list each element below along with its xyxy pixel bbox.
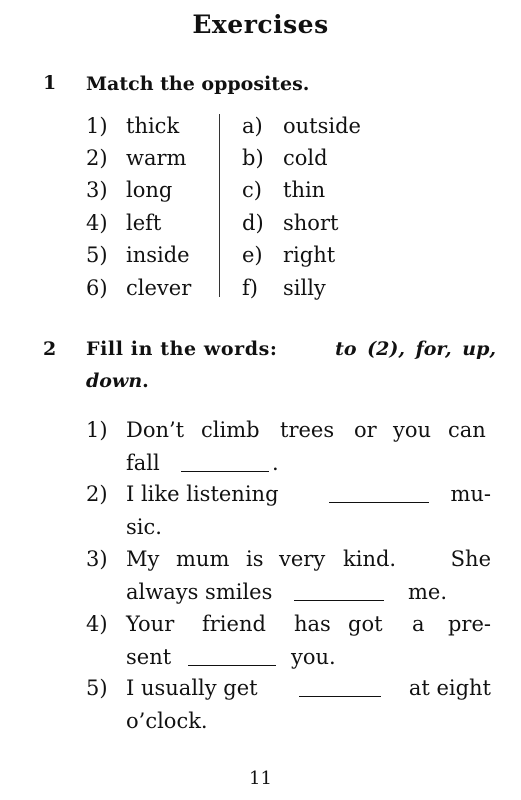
match-left-item bbox=[86, 239, 190, 271]
item-letter: f) bbox=[242, 276, 258, 300]
word: got bbox=[348, 612, 383, 636]
item-letter: d) bbox=[242, 211, 264, 235]
item-word: warm bbox=[126, 146, 187, 170]
item-number: 3) bbox=[86, 547, 108, 571]
item-letter: a) bbox=[242, 114, 263, 138]
item-number: 2) bbox=[86, 482, 108, 506]
text: I like listening bbox=[126, 482, 279, 506]
word: mum bbox=[176, 547, 230, 571]
page-title: Exercises bbox=[192, 10, 329, 39]
word: climb bbox=[201, 418, 260, 442]
match-right-item bbox=[242, 239, 336, 271]
match-right-item bbox=[242, 142, 328, 174]
word: My bbox=[126, 547, 160, 571]
word: is bbox=[246, 547, 264, 571]
item-word: left bbox=[126, 211, 162, 235]
exercise-1-instruction: Match the opposites. bbox=[86, 73, 310, 95]
page-number: 11 bbox=[249, 768, 272, 789]
word: very bbox=[279, 547, 326, 571]
punctuation: . bbox=[272, 451, 279, 475]
text: me. bbox=[408, 580, 448, 604]
instruction-words-cont: down bbox=[86, 370, 143, 392]
word: has bbox=[294, 612, 331, 636]
text: always smiles bbox=[126, 580, 273, 604]
item-letter: b) bbox=[242, 146, 264, 170]
word: kind. bbox=[343, 547, 397, 571]
item-word: silly bbox=[283, 276, 326, 300]
exercise-1-number: 1 bbox=[43, 72, 57, 94]
answer-blank[interactable] bbox=[299, 696, 381, 697]
match-left-item bbox=[86, 142, 187, 174]
text: mu- bbox=[450, 482, 491, 506]
item-number: 5) bbox=[86, 676, 108, 700]
column-divider bbox=[219, 114, 220, 297]
match-left-item bbox=[86, 110, 180, 142]
item-number: 4) bbox=[86, 211, 108, 235]
item-number: 3) bbox=[86, 178, 108, 202]
item-letter: c) bbox=[242, 178, 262, 202]
instruction-words: to (2), for, up, bbox=[335, 338, 496, 360]
text: I usually get bbox=[126, 676, 258, 700]
word: fall bbox=[126, 451, 160, 475]
answer-blank[interactable] bbox=[294, 600, 384, 601]
word: you bbox=[393, 418, 432, 442]
word: or bbox=[354, 418, 377, 442]
item-number: 2) bbox=[86, 146, 108, 170]
answer-blank[interactable] bbox=[329, 502, 429, 503]
instruction-lead: Fill in the words: bbox=[86, 338, 278, 360]
text: sic. bbox=[126, 515, 162, 539]
item-word: outside bbox=[283, 114, 361, 138]
match-right-item bbox=[242, 207, 339, 239]
word: friend bbox=[202, 612, 266, 636]
text: o’clock. bbox=[126, 709, 208, 733]
item-word: clever bbox=[126, 276, 192, 300]
text: at eight bbox=[408, 676, 491, 700]
match-left-item bbox=[86, 174, 173, 206]
exercise-2-number: 2 bbox=[43, 338, 57, 360]
word: pre- bbox=[447, 612, 491, 636]
instruction-end: . bbox=[142, 370, 149, 392]
item-word: short bbox=[283, 211, 339, 235]
answer-blank[interactable] bbox=[188, 665, 276, 666]
word: Your bbox=[126, 612, 175, 636]
word: She bbox=[450, 547, 491, 571]
text: you. bbox=[291, 645, 336, 669]
word: Don’t bbox=[126, 418, 185, 442]
answer-blank[interactable] bbox=[181, 471, 269, 472]
item-number: 5) bbox=[86, 243, 108, 267]
item-word: cold bbox=[283, 146, 328, 170]
item-number: 6) bbox=[86, 276, 108, 300]
word: a bbox=[412, 612, 425, 636]
item-word: right bbox=[283, 243, 336, 267]
item-letter: e) bbox=[242, 243, 263, 267]
exercise-2-instruction bbox=[86, 333, 496, 397]
item-word: long bbox=[126, 178, 173, 202]
match-right-item bbox=[242, 174, 326, 206]
match-right-item bbox=[242, 272, 326, 304]
word: can bbox=[448, 418, 486, 442]
match-left-item bbox=[86, 207, 162, 239]
item-number: 1) bbox=[86, 418, 108, 442]
text: sent bbox=[126, 645, 172, 669]
match-left-item bbox=[86, 272, 192, 304]
item-word: thick bbox=[126, 114, 180, 138]
item-number: 1) bbox=[86, 114, 108, 138]
word: trees bbox=[280, 418, 335, 442]
item-word: inside bbox=[126, 243, 190, 267]
match-right-item bbox=[242, 110, 361, 142]
item-word: thin bbox=[283, 178, 326, 202]
item-number: 4) bbox=[86, 612, 108, 636]
